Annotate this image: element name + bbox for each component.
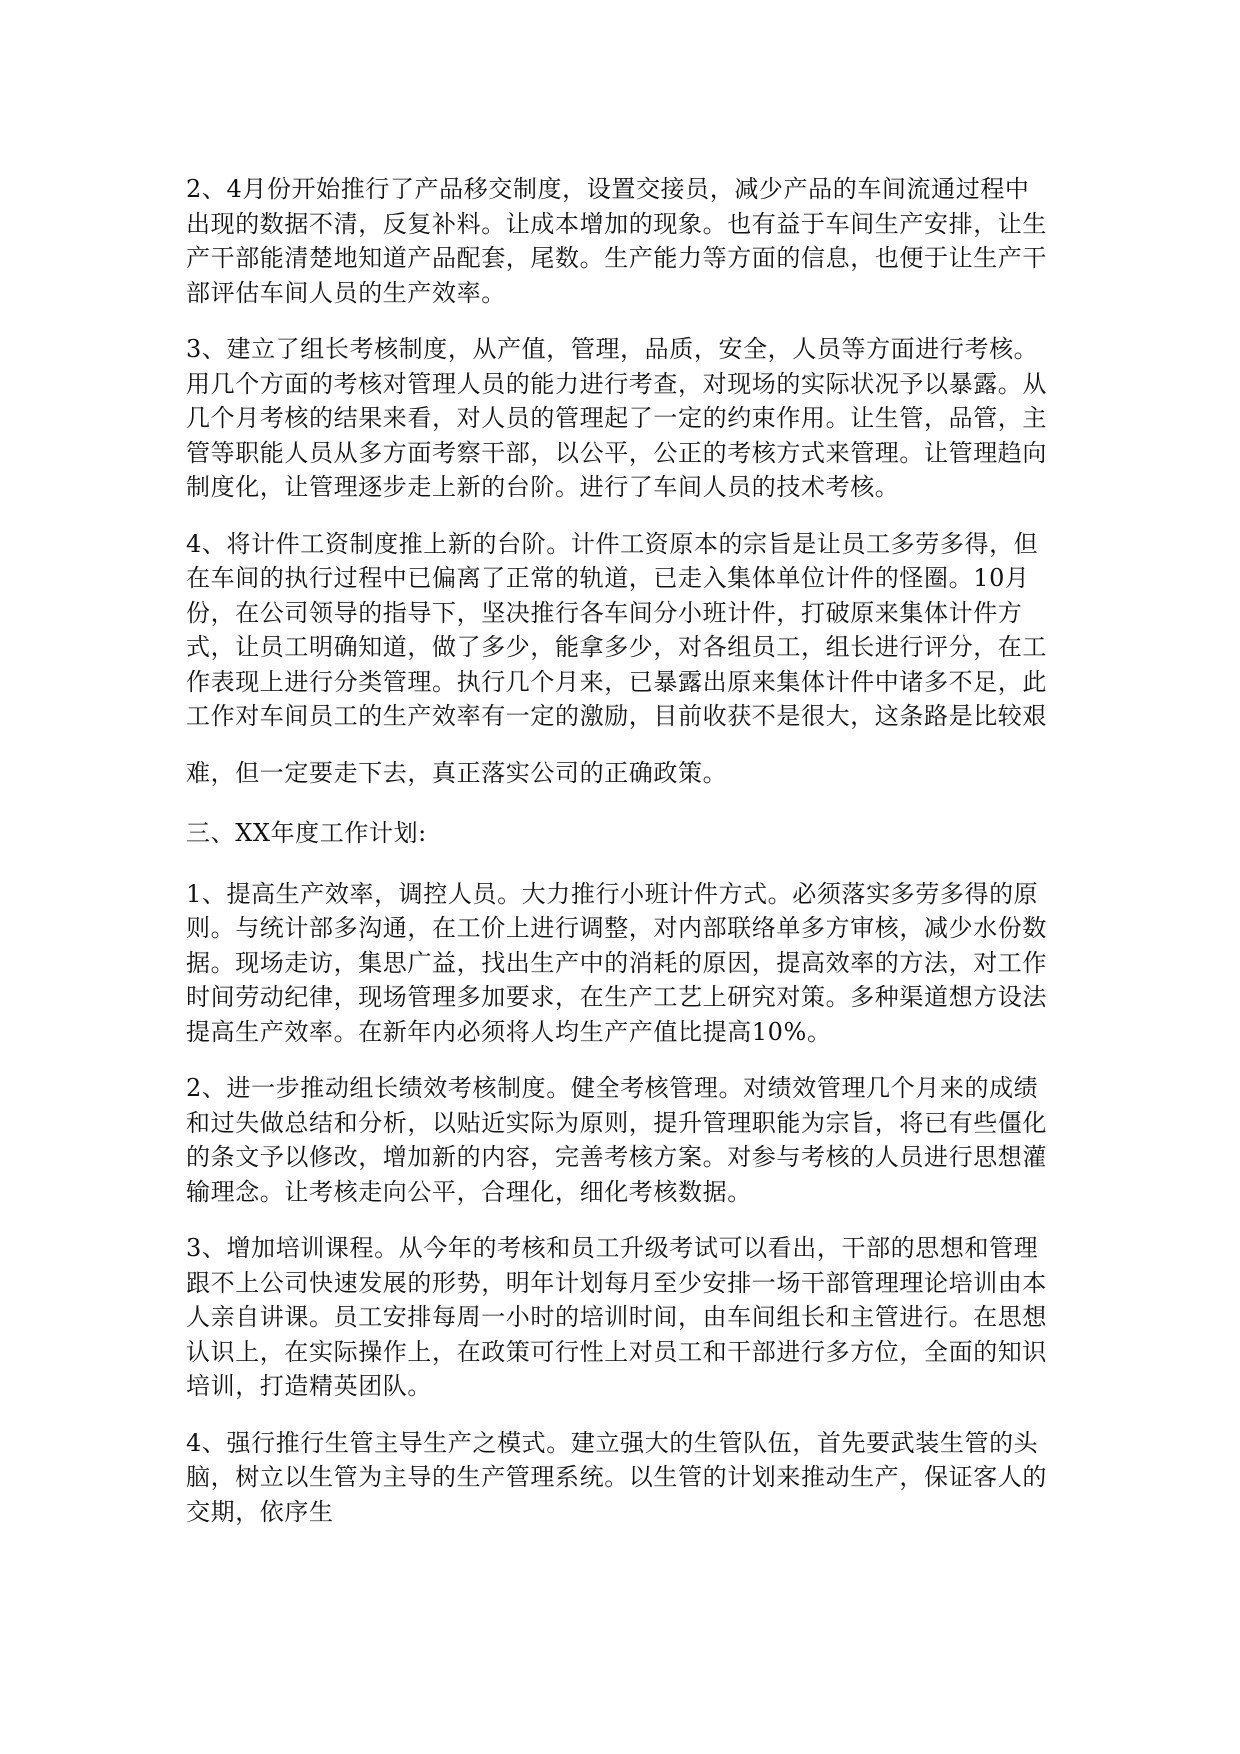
plan-item-4-production-control: 4、强行推行生管主导生产之模式。建立强大的生管队伍，首先要武装生管的头脑，树立以生管为主导的生产管理系统。以生管的计划来推动生产，保证客人的交期，依序生 <box>186 1428 1047 1526</box>
plan-item-2-performance-assessment: 2、进一步推动组长绩效考核制度。健全考核管理。对绩效管理几个月来的成绩和过失做总结和分析，以贴近实际为原则，提升管理职能为宗旨，将已有些僵化的条文予以修改，增加新的内容，完善考核方案。对参与考核的人员进行思想灌输理念。让考核走向公平，合理化，细化考核数据。 <box>186 1074 1047 1206</box>
section-heading-work-plan: 三、XX年度工作计划: <box>186 819 427 847</box>
paragraph-item-2-transfer-system: 2、4月份开始推行了产品移交制度，设置交接员，减少产品的车间流通过程中出现的数据不清，反复补料。让成本增加的现象。也有益于车间生产安排，让生产干部能清楚地知道产品配套，尾数。生产能力等方面的信息，也便于让生产干部评估车间人员的生产效率。 <box>186 175 1047 307</box>
paragraph-item-3-team-leader-assessment: 3、建立了组长考核制度，从产值，管理，品质，安全，人员等方面进行考核。用几个方面的考核对管理人员的能力进行考查，对现场的实际状况予以暴露。从几个月考核的结果来看，对人员的管理起了一定的约束作用。让生管，品管，主管等职能人员从多方面考察干部，以公平，公正的考核方式来管理。让管理趋向制度化，让管理逐步走上新的台阶。进行了车间人员的技术考核。 <box>186 335 1047 501</box>
plan-item-3-training: 3、增加培训课程。从今年的考核和员工升级考试可以看出，干部的思想和管理跟不上公司快速发展的形势，明年计划每月至少安排一场干部管理理论培训由本人亲自讲课。员工安排每周一小时的培训时间，由车间组长和主管进行。在思想认识上，在实际操作上，在政策可行性上对员工和干部进行多方位，全面的知识培训，打造精英团队。 <box>186 1234 1047 1400</box>
document-body <box>186 172 1054 1551</box>
paragraph-item-4-piecework-wage: 4、将计件工资制度推上新的台阶。计件工资原本的宗旨是让员工多劳多得，但在车间的执行过程中已偏离了正常的轨道，已走入集体单位计件的怪圈。10月份，在公司领导的指导下，坚决推行各车间分小班计件，打破原来集体计件方式，让员工明确知道，做了多少，能拿多少，对各组员工，组长进行评分，在工作表现上进行分类管理。执行几个月来，已暴露出原来集体计件中诸多不足，此工作对车间员工的生产效率有一定的激励，目前收获不是很大，这条路是比较艰 <box>186 529 1047 730</box>
plan-item-1-efficiency: 1、提高生产效率，调控人员。大力推行小班计件方式。必须落实多劳多得的原则。与统计部多沟通，在工价上进行调整，对内部联络单多方审核，减少水份数据。现场走访，集思广益，找出生产中的消耗的原因，提高效率的方法，对工作时间劳动纪律，现场管理多加要求，在生产工艺上研究对策。多种渠道想方设法提高生产效率。在新年内必须将人均生产产值比提高10%。 <box>186 879 1047 1046</box>
paragraph-continuation: 难，但一定要走下去，真正落实公司的正确政策。 <box>186 758 728 787</box>
